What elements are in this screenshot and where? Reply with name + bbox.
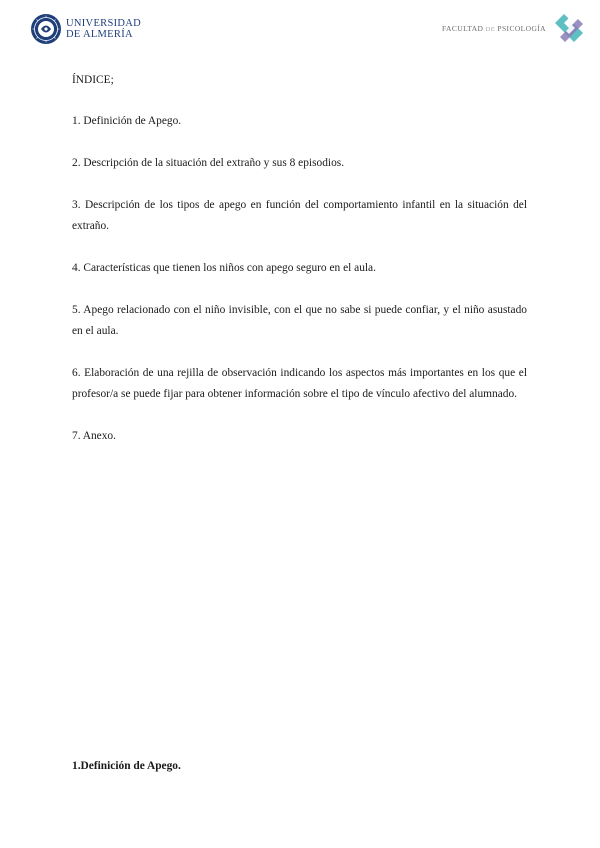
university-name: [66, 18, 141, 40]
index-section: [72, 70, 527, 468]
toc-item-3: 3. Descripción de los tipos de apego en función del comportamiento infantil en la situación del extraño.: [72, 199, 527, 232]
toc-item-7: 7. Anexo.: [72, 430, 116, 442]
faculty-prefix: FACULTAD: [442, 23, 484, 33]
university-name-line1: UNIVERSIDAD: [66, 18, 142, 29]
index-title: ÍNDICE;: [72, 74, 114, 86]
faculty-name: [442, 24, 546, 33]
university-seal-icon: [30, 13, 62, 45]
university-name-line2: DE ALMERÍA: [66, 29, 133, 40]
university-logo: [30, 12, 150, 46]
toc-item-4: 4. Características que tienen los niños con apego seguro en el aula.: [72, 262, 376, 274]
toc-item-2: 2. Descripción de la situación del extraño y sus 8 episodios.: [72, 157, 345, 169]
faculty-logo: [442, 10, 586, 46]
toc-item-6: 6. Elaboración de una rejilla de observación indicando los aspectos más importantes en los que el profesor/a se puede fijar para obtener información sobre el tipo de vínculo afectivo del alumnado.: [72, 367, 527, 400]
section-heading: 1.Definición de Apego.: [72, 760, 181, 772]
faculty-title: PSICOLOGÍA: [497, 23, 546, 33]
psychology-mark-icon: [552, 11, 586, 45]
faculty-de: DE: [485, 25, 496, 33]
toc-item-1: 1. Definición de Apego.: [72, 115, 182, 127]
toc-item-5: 5. Apego relacionado con el niño invisible, con el que no sabe si puede confiar, y el niño asustado en el aula.: [72, 304, 527, 337]
